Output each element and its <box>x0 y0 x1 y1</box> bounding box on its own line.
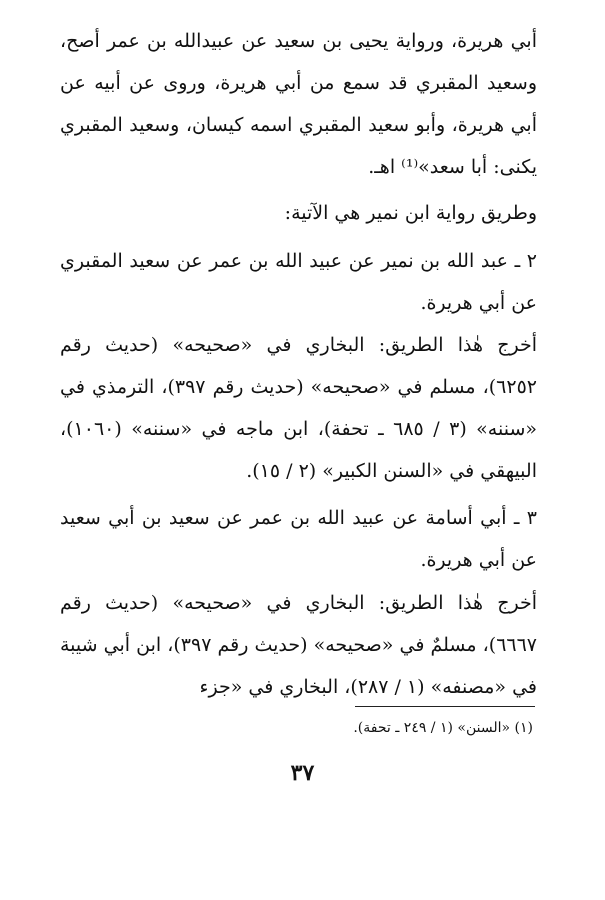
paragraph-takhrij-3: أخرج هٰذا الطريق: البخاري في «صحيحه» (حديث رقم ٦٦٦٧)، مسلمٌ في «صحيحه» (حديث رقم ٣٩٧)، ابن أبي شيبة في «مصنفه» (١ / ٢٨٧)، البخاري في «جزء <box>60 592 538 698</box>
paragraph-chain-3: ٣ ـ أبي أسامة عن عبيد الله بن عمر عن سعيد بن أبي سعيد عن أبي هريرة. <box>60 507 537 571</box>
paragraph-chain-2: ٢ ـ عبد الله بن نمير عن عبيد الله بن عمر عن سعيد المقبري عن أبي هريرة. <box>60 250 537 314</box>
paragraph-takhrij-2: أخرج هٰذا الطريق: البخاري في «صحيحه» (حديث رقم ٦٢٥٢)، مسلم في «صحيحه» (حديث رقم ٣٩٧)، الترمذي في «سننه» (٣ / ٦٨٥ ـ تحفة)، ابن ماجه في «سننه» (١٠٦٠)، البيهقي في «السنن الكبير» (٢ / ١٥). <box>60 334 538 482</box>
footnote: (١) «السنن» (١ / ٢٤٩ ـ تحفة). <box>353 720 533 736</box>
page-number: ٣٧ <box>290 760 315 786</box>
paragraph-ibn-numayr-intro: وطريق رواية ابن نمير هي الآتية: <box>284 202 537 224</box>
paragraph-continuation: أبي هريرة، ورواية يحيى بن سعيد عن عبيدالله بن عمر أصح، وسعيد المقبري قد سمع من أبي هريرة، وروى عن أبيه عن أبي هريرة، وأبو سعيد المقبري اسمه كيسان، وسعيد المقبري يكنى: أبا سعد»⁽¹⁾ اهـ. <box>60 30 537 178</box>
footnote-divider <box>355 706 535 707</box>
